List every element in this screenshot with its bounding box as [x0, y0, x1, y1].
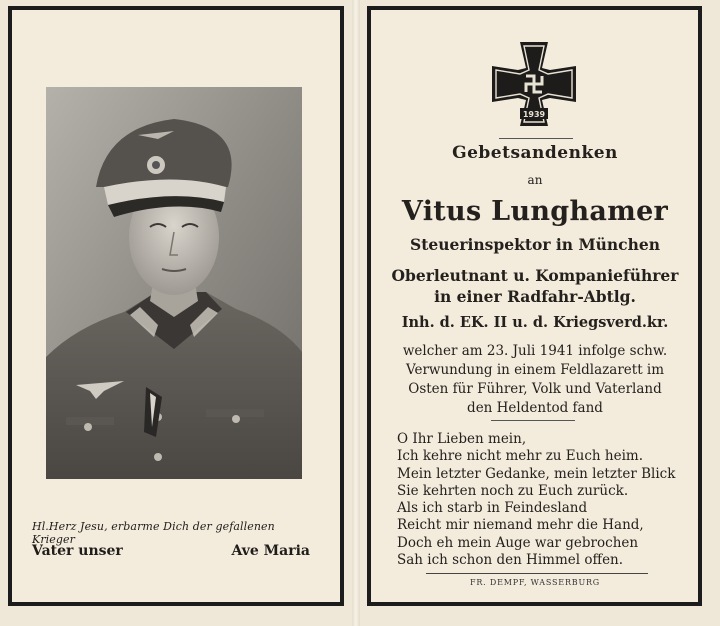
divider-bottom [426, 573, 648, 574]
caption-vater-unser: Vater unser [32, 543, 123, 559]
printer-credit: FR. DEMPF, WASSERBURG [470, 578, 600, 587]
poem-line: Doch eh mein Auge war gebrochen [397, 534, 639, 551]
death-notice-line: den Heldentod fand [467, 400, 603, 416]
poem-line: Sie kehrten noch zu Euch zurück. [397, 482, 629, 499]
memorial-poem [397, 431, 687, 569]
deceased-name: Vitus Lunghamer [401, 196, 669, 227]
poem-line: Als ich starb in Feindesland [397, 500, 588, 517]
poem-line: Mein letzter Gedanke, mein letzter Blick [397, 465, 676, 482]
iron-cross-icon [490, 40, 578, 128]
divider-top [499, 138, 573, 139]
poem-line: Sah ich schon den Himmel offen. [397, 552, 624, 569]
poem-line: Reicht mir niemand mehr die Hand, [397, 517, 644, 534]
caption-prayer: Hl.Herz Jesu, erbarme Dich der gefallenen Krieger [32, 520, 275, 546]
cross-year: 1939 [522, 110, 546, 119]
card-an: an [527, 173, 543, 187]
card-fold [352, 0, 360, 626]
poem-line: Ich kehre nicht mehr zu Euch heim. [397, 448, 643, 465]
poem-line: O Ihr Lieben mein, [397, 431, 527, 447]
death-notice-line: welcher am 23. Juli 1941 infolge schw. [402, 343, 668, 359]
divider-middle [491, 420, 575, 421]
caption-ave-maria: Ave Maria [231, 543, 310, 559]
portrait-illustration [46, 87, 302, 479]
deceased-role: Steuerinspektor in München [410, 235, 660, 254]
card-title: Gebetsandenken [452, 143, 618, 163]
portrait-photo [46, 87, 302, 479]
deceased-awards: Inh. d. EK. II u. d. Kriegsverd.kr. [401, 314, 669, 331]
death-notice-line: Osten für Führer, Volk und Vaterland [408, 381, 662, 397]
caption-prayer-titles [32, 543, 310, 559]
death-notice [375, 342, 695, 418]
deceased-rank-line1: Oberleutnant u. Kompanieführer [391, 266, 679, 285]
deceased-rank-line2: in einer Radfahr-Abtlg. [434, 287, 636, 306]
death-notice-line: Verwundung in einem Feldlazarett im [405, 362, 665, 378]
